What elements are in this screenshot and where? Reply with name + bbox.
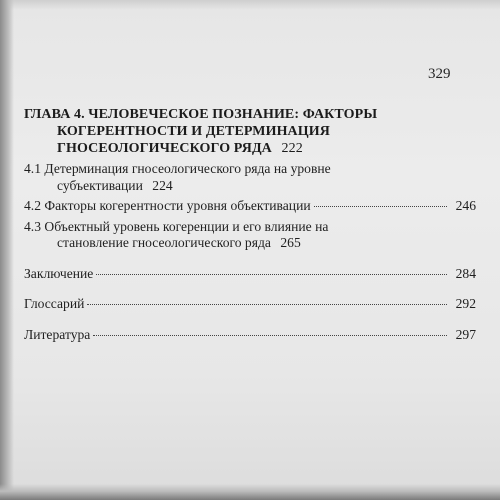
toc-entry-text: Глоссарий (24, 296, 85, 311)
toc-entry-text: Заключение (24, 265, 94, 281)
toc-entry-text: Литература (24, 326, 91, 342)
toc-entry-page: 292 (455, 296, 476, 311)
toc-entry-text: 4.3 Объектный уровень когеренции и его влияние на (24, 218, 329, 234)
toc-entry-4-3 (24, 219, 476, 252)
page-gutter-shadow (0, 0, 14, 500)
toc-entry-page: 224 (152, 177, 173, 193)
toc-entry-page: 284 (455, 265, 476, 281)
chapter-title-line-3 (24, 140, 476, 157)
toc-entry-text: субъективации (57, 177, 143, 193)
toc-entry-glossary (24, 296, 476, 313)
toc-entry-literature (24, 327, 476, 344)
chapter-title-line-3-text: ГНОСЕОЛОГИЧЕСКОГО РЯДА (57, 141, 272, 156)
toc-entry-continuation (24, 235, 476, 252)
toc-entry-conclusion (24, 266, 476, 283)
chapter-heading (24, 106, 476, 157)
chapter-title-line-2: КОГЕРЕНТНОСТИ И ДЕТЕРМИНАЦИЯ (57, 124, 330, 139)
toc-entry-page: 297 (455, 326, 476, 342)
chapter-title-line-1: ГЛАВА 4. ЧЕЛОВЕЧЕСКОЕ ПОЗНАНИЕ: ФАКТОРЫ (24, 107, 378, 122)
toc-entry-4-1 (24, 161, 476, 194)
dot-leader (93, 335, 447, 336)
chapter-page-number: 222 (281, 141, 303, 156)
page-number: 329 (428, 66, 451, 82)
toc-entry-page: 246 (455, 198, 476, 213)
dot-leader (96, 274, 447, 275)
toc-entry-page: 265 (280, 235, 301, 250)
toc-entry-text: 4.1 Детерминация гносеологического ряда на уровне (24, 161, 331, 176)
toc-entry-4-2 (24, 198, 476, 215)
page-top-shadow (0, 0, 500, 10)
toc-entry-text: становление гносеологического ряда (57, 235, 271, 250)
page-bottom-shadow (0, 484, 500, 500)
dot-leader (314, 206, 447, 207)
dot-leader (87, 304, 447, 305)
toc-entry-continuation (24, 178, 476, 195)
table-of-contents (24, 106, 476, 343)
toc-entry-text: 4.2 Факторы когерентности уровня объективации (24, 198, 311, 213)
